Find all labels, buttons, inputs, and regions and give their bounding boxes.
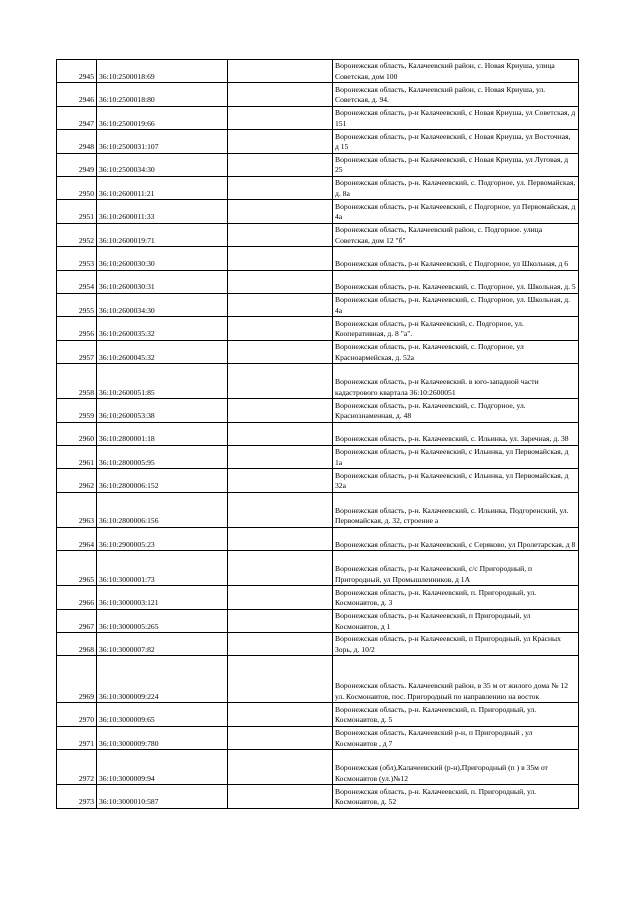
row-number: 2946 [57, 83, 97, 106]
address-text: Воронежская область, р-н. Калачеевский, п. Пригородный, ул. Космонавтов, д. 3 [335, 587, 537, 608]
table-row [57, 223, 579, 246]
row-number: 2969 [57, 656, 97, 703]
address-text: Воронежская область, р-н Калачеевский, с Новая Криуша, ул Советская, д 151 [335, 108, 576, 128]
address-text: Воронежская область, Калачеевский р-н, п Пригородный , ул Космонавтов , д 7 [335, 728, 533, 748]
address-cell [333, 153, 579, 176]
table-row [57, 247, 579, 270]
address-cell [333, 83, 579, 106]
cadastral-number: 36:10:3000009:65 [97, 703, 228, 726]
empty-cell [228, 551, 333, 586]
address-cell [333, 551, 579, 586]
empty-cell [228, 340, 333, 363]
address-text: Воронежская область, Калачеевский район, с. Подгорное. улица Советская, дом 12 "б" [335, 225, 543, 245]
empty-cell [228, 176, 333, 199]
table-row [57, 633, 579, 656]
empty-cell [228, 200, 333, 223]
table-row [57, 785, 579, 808]
address-text: Воронежская область, р-н Калачеевский, п Пригородный, ул Космонавтов, д 1 [335, 611, 531, 631]
cadastral-number: 36:10:2600045:32 [97, 340, 228, 363]
row-number: 2953 [57, 247, 97, 270]
row-number: 2966 [57, 586, 97, 609]
address-cell [333, 726, 579, 749]
row-number: 2948 [57, 130, 97, 153]
empty-cell [228, 586, 333, 609]
row-number: 2959 [57, 399, 97, 422]
table-row [57, 60, 579, 83]
table-row [57, 340, 579, 363]
address-cell [333, 270, 579, 293]
address-text: Воронежская область, р-н. Калачеевский, с. Ильинка, Подгоренский, ул. Первомайская, д. 32, строение а [335, 505, 569, 526]
address-cell [333, 247, 579, 270]
table-row [57, 586, 579, 609]
row-number: 2952 [57, 223, 97, 246]
table-row [57, 399, 579, 422]
row-number: 2960 [57, 422, 97, 445]
table-row [57, 551, 579, 586]
empty-cell [228, 223, 333, 246]
empty-cell [228, 750, 333, 785]
cadastral-number: 36:10:2500018:80 [97, 83, 228, 106]
address-cell [333, 130, 579, 153]
row-number: 2961 [57, 445, 97, 468]
cadastral-number: 36:10:2500034:30 [97, 153, 228, 176]
cadastral-number: 36:10:2800006:156 [97, 492, 228, 527]
address-cell [333, 785, 579, 808]
cadastral-number: 36:10:3000010:587 [97, 785, 228, 808]
cadastral-number: 36:10:2600051:85 [97, 364, 228, 399]
empty-cell [228, 60, 333, 83]
row-number: 2950 [57, 176, 97, 199]
address-text: Воронежская область, р-н. Калачеевский, п. Пригородный, ул. Космонавтов, д. 52 [335, 786, 537, 807]
cadastral-number: 36:10:2500019:66 [97, 106, 228, 129]
empty-cell [228, 317, 333, 340]
cadastral-number: 36:10:3000007:82 [97, 633, 228, 656]
table-row [57, 106, 579, 129]
address-cell [333, 364, 579, 399]
address-cell [333, 633, 579, 656]
table-row [57, 656, 579, 703]
cadastral-number: 36:10:3000003:121 [97, 586, 228, 609]
cadastral-number: 36:10:2500031:107 [97, 130, 228, 153]
address-text: Воронежская область. Калачеевский район, в 35 м от жилого дома № 12 ул. Космонавтов, пос. Пригородный по направлению на восток [335, 681, 569, 701]
address-text: Воронежская область, р-н Калачеевский, с Новая Криуша, ул Луговая, д 25 [335, 154, 569, 175]
empty-cell [228, 153, 333, 176]
address-text: Воронежская область, р-н. Калачеевский, с. Подгорное, ул. Краснознаменная, д. 48 [335, 400, 526, 421]
cadastral-number: 36:10:3000001:73 [97, 551, 228, 586]
empty-cell [228, 422, 333, 445]
address-cell [333, 703, 579, 726]
table-row [57, 703, 579, 726]
cadastral-number: 36:10:2600035:32 [97, 317, 228, 340]
cadastral-number: 36:10:2500018:69 [97, 60, 228, 83]
address-cell [333, 60, 579, 83]
table-row [57, 153, 579, 176]
row-number: 2971 [57, 726, 97, 749]
cadastral-number: 36:10:2800001:18 [97, 422, 228, 445]
address-text: Воронежская область, р-н Калачеевский, п Пригородный, ул Красных Зорь, д. 10/2 [335, 634, 561, 654]
table-row [57, 422, 579, 445]
row-number: 2955 [57, 293, 97, 316]
address-text: Воронежская область, р-н. Калачеевский, с. Подгорное, ул. Школьная, д. 5 [335, 282, 576, 292]
empty-cell [228, 656, 333, 703]
address-text: Воронежская область, Калачеевский район, с. Новая Криуша, ул. Советская, д. 94. [335, 84, 546, 105]
table-row [57, 726, 579, 749]
row-number: 2951 [57, 200, 97, 223]
empty-cell [228, 270, 333, 293]
table-row [57, 492, 579, 527]
row-number: 2963 [57, 492, 97, 527]
address-text: Воронежская область, р-н. Калачеевский, с. Подгорное, ул Красноармейская, д. 52а [335, 342, 524, 362]
empty-cell [228, 445, 333, 468]
address-cell [333, 176, 579, 199]
table-row [57, 130, 579, 153]
cadastral-number: 36:10:2600053:38 [97, 399, 228, 422]
empty-cell [228, 726, 333, 749]
cadastral-number: 36:10:2600011:21 [97, 176, 228, 199]
cadastral-number: 36:10:2600011:33 [97, 200, 228, 223]
empty-cell [228, 130, 333, 153]
empty-cell [228, 293, 333, 316]
empty-cell [228, 785, 333, 808]
row-number: 2970 [57, 703, 97, 726]
row-number: 2956 [57, 317, 97, 340]
cadastral-number: 36:10:2900005:23 [97, 527, 228, 550]
address-text: Воронежская область, р-н Калачеевский, с Подгорное, ул Школьная, д 6 [335, 259, 569, 269]
cadastral-number: 36:10:2600030:30 [97, 247, 228, 270]
cadastral-number: 36:10:2600034:30 [97, 293, 228, 316]
empty-cell [228, 469, 333, 492]
cadastral-number: 36:10:2800006:152 [97, 469, 228, 492]
row-number: 2965 [57, 551, 97, 586]
cadastral-number: 36:10:3000009:780 [97, 726, 228, 749]
table-row [57, 527, 579, 550]
address-cell [333, 492, 579, 527]
address-text: Воронежская область, р-н. Калачеевский, п. Пригородный, ул. Космонавтов, д. 5 [335, 704, 537, 725]
table-row [57, 445, 579, 468]
table-row [57, 317, 579, 340]
empty-cell [228, 633, 333, 656]
table-row [57, 609, 579, 632]
address-text: Воронежская область, р-н. Калачеевский, с. Подгорное, ул. Школьная, д. 4а [335, 295, 570, 315]
table-row [57, 750, 579, 785]
empty-cell [228, 247, 333, 270]
row-number: 2967 [57, 609, 97, 632]
address-text: Воронежская область, р-н Калачеевский, с Ильинка, ул Первомайская, д 1а [335, 447, 569, 467]
cadastral-number: 36:10:3000009:94 [97, 750, 228, 785]
address-cell [333, 200, 579, 223]
cadastral-number: 36:10:2800005:95 [97, 445, 228, 468]
address-cell [333, 317, 579, 340]
address-text: Воронежская область, р-н Калачеевский, с/с Пригородный, п Пригородный, ул Промышленников, д 1А [335, 564, 533, 584]
address-text: Воронежская область, р-н Калачеевский, с Подгорное, ул Первомайская, д 4а [335, 201, 576, 222]
row-number: 2968 [57, 633, 97, 656]
table-row [57, 293, 579, 316]
address-cell [333, 340, 579, 363]
address-text: Воронежская область, р-н. Калачеевский, с. Ильинка, ул. Заречная, д. 38 [335, 434, 569, 444]
address-text: Воронежская область, р-н Калачеевский, с Ильинка, ул Первомайская, д 32а [335, 470, 569, 491]
row-number: 2972 [57, 750, 97, 785]
row-number: 2973 [57, 785, 97, 808]
table-row [57, 200, 579, 223]
empty-cell [228, 83, 333, 106]
address-cell [333, 527, 579, 550]
address-cell [333, 609, 579, 632]
address-cell [333, 586, 579, 609]
address-text: Воронежская область, р-н Калачеевский, с Новая Криуша, ул Восточная, д 15 [335, 131, 571, 152]
table-row [57, 270, 579, 293]
address-cell [333, 469, 579, 492]
registry-table-body [57, 60, 579, 809]
address-cell [333, 293, 579, 316]
empty-cell [228, 106, 333, 129]
address-cell [333, 106, 579, 129]
address-text: Воронежская область, р-н Калачеевский. в юго-западной части кадастрового квартала 36:10:2600051 [335, 377, 539, 397]
address-cell [333, 422, 579, 445]
address-cell [333, 750, 579, 785]
row-number: 2954 [57, 270, 97, 293]
address-text: Воронежская область, Калачеевский район, с. Новая Криуша, улица Советская, дом 100 [335, 61, 555, 81]
row-number: 2945 [57, 60, 97, 83]
address-cell [333, 656, 579, 703]
address-text: Воронежская область, р-н Калачеевский, с Серяково, ул Пролетарская, д 8 [335, 539, 576, 549]
table-row [57, 176, 579, 199]
registry-table [56, 59, 579, 809]
address-text: Воронежская (обл),Калачеевский (р-н),Пригородный (п ) в 35м от Космонавтов (ул.)№12 [335, 763, 548, 783]
table-row [57, 83, 579, 106]
cadastral-number: 36:10:2600019:71 [97, 223, 228, 246]
cadastral-number: 36:10:3000005:265 [97, 609, 228, 632]
row-number: 2964 [57, 527, 97, 550]
table-row [57, 364, 579, 399]
empty-cell [228, 399, 333, 422]
table-row [57, 469, 579, 492]
row-number: 2947 [57, 106, 97, 129]
address-cell [333, 399, 579, 422]
address-cell [333, 223, 579, 246]
address-text: Воронежская область, р-н Калачеевский, с. Подгорное, ул. Кооперативная, д. 8 "а". [335, 318, 524, 339]
empty-cell [228, 492, 333, 527]
empty-cell [228, 609, 333, 632]
address-cell [333, 445, 579, 468]
empty-cell [228, 527, 333, 550]
empty-cell [228, 364, 333, 399]
row-number: 2957 [57, 340, 97, 363]
cadastral-number: 36:10:3000009:224 [97, 656, 228, 703]
row-number: 2958 [57, 364, 97, 399]
empty-cell [228, 703, 333, 726]
row-number: 2962 [57, 469, 97, 492]
address-text: Воронежская область, р-н. Калачеевский, с. Подгорное, ул. Первомайская, д. 8а [335, 178, 576, 198]
cadastral-number: 36:10:2600030:31 [97, 270, 228, 293]
row-number: 2949 [57, 153, 97, 176]
